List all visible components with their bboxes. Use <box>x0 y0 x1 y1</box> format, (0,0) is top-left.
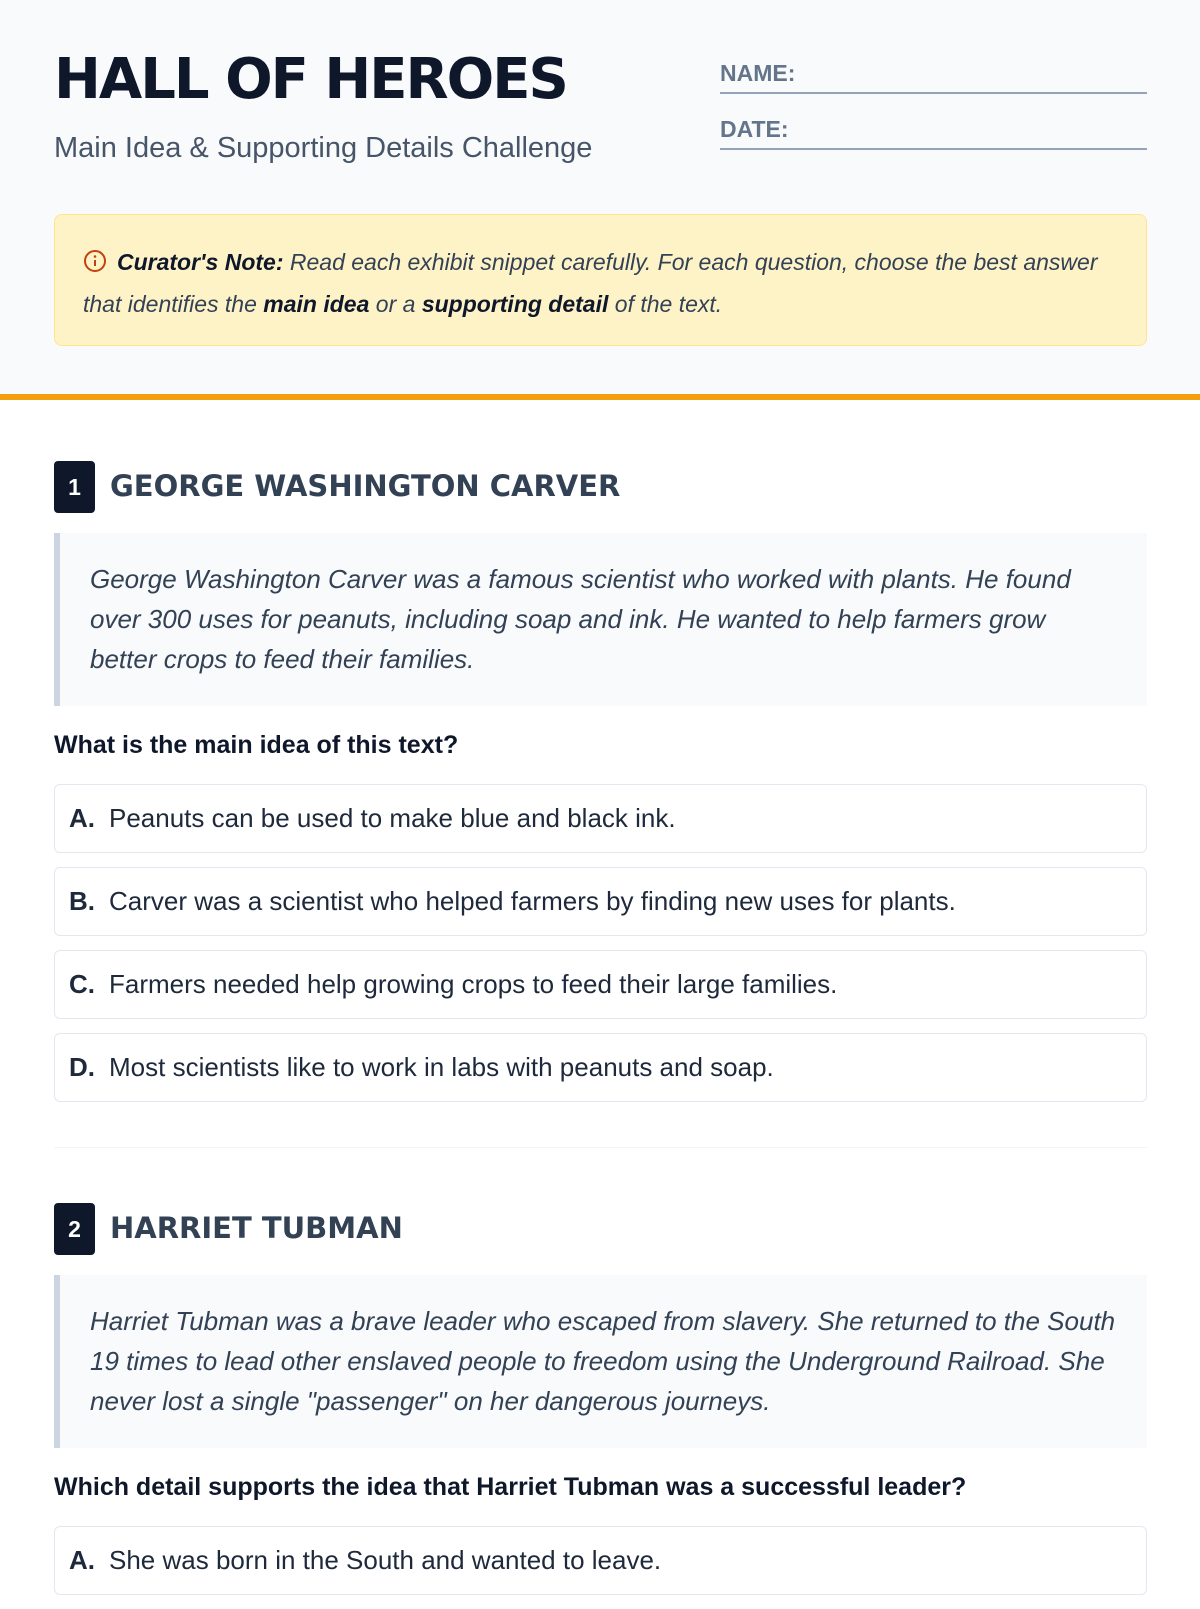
option-letter: B. <box>69 886 95 916</box>
option-text: Most scientists like to work in labs with peanuts and soap. <box>109 1052 774 1082</box>
page-subtitle: Main Idea & Supporting Details Challenge <box>54 132 593 164</box>
option-letter: C. <box>69 969 95 999</box>
exhibit-passage: George Washington Carver was a famous scientist who worked with plants. He found over 300 uses for peanuts, including soap and ink. He wanted to help farmers grow better crops to feed their families. <box>54 533 1147 706</box>
option-letter: A. <box>69 803 95 833</box>
option-text: She was born in the South and wanted to leave. <box>109 1545 662 1575</box>
question-text: What is the main idea of this text? <box>54 731 459 759</box>
note-text: or a <box>369 291 422 317</box>
note-text: of the text. <box>608 291 723 317</box>
note-main-idea: main idea <box>263 291 370 317</box>
exhibit-passage: Harriet Tubman was a brave leader who escaped from slavery. She returned to the South 19 times to lead other enslaved people to freedom using the Underground Railroad. She never lost a single "passenger" on her dangerous journeys. <box>54 1275 1147 1448</box>
section-heading: HARRIET TUBMAN <box>110 1211 403 1245</box>
answer-options <box>54 1526 1147 1595</box>
question-section-2 <box>54 1203 1147 1609</box>
note-supporting-detail: supporting detail <box>421 291 609 317</box>
section-header <box>54 461 1147 513</box>
answer-option-c[interactable] <box>54 950 1147 1019</box>
answer-option-b[interactable] <box>54 867 1147 936</box>
info-icon <box>83 246 107 285</box>
section-heading: GEORGE WASHINGTON CARVER <box>110 469 621 503</box>
answer-option-a[interactable] <box>54 784 1147 853</box>
worksheet-header <box>0 0 1200 400</box>
date-label: DATE: <box>720 116 789 142</box>
section-divider <box>54 1147 1147 1148</box>
note-text: Read each exhibit snippet carefully. For each question, choose the best answer that identifies the <box>83 249 1098 317</box>
name-label: NAME: <box>720 60 796 86</box>
date-field[interactable] <box>720 112 1147 150</box>
question-section-1 <box>54 461 1147 1116</box>
option-text: Carver was a scientist who helped farmers by finding new uses for plants. <box>109 886 956 916</box>
page-title: HALL OF HEROES <box>54 47 567 112</box>
answer-option-a[interactable] <box>54 1526 1147 1595</box>
option-letter: D. <box>69 1052 95 1082</box>
question-number-badge: 2 <box>54 1203 95 1255</box>
option-letter: A. <box>69 1545 95 1575</box>
name-field[interactable] <box>720 56 1147 94</box>
curator-note <box>54 214 1147 346</box>
question-text: Which detail supports the idea that Harriet Tubman was a successful leader? <box>54 1473 967 1501</box>
option-text: Peanuts can be used to make blue and black ink. <box>109 803 676 833</box>
answer-options <box>54 784 1147 1102</box>
option-text: Farmers needed help growing crops to feed their large families. <box>109 969 838 999</box>
question-number-badge: 1 <box>54 461 95 513</box>
note-lead: Curator's Note: <box>117 249 284 275</box>
answer-option-d[interactable] <box>54 1033 1147 1102</box>
section-header <box>54 1203 1147 1255</box>
